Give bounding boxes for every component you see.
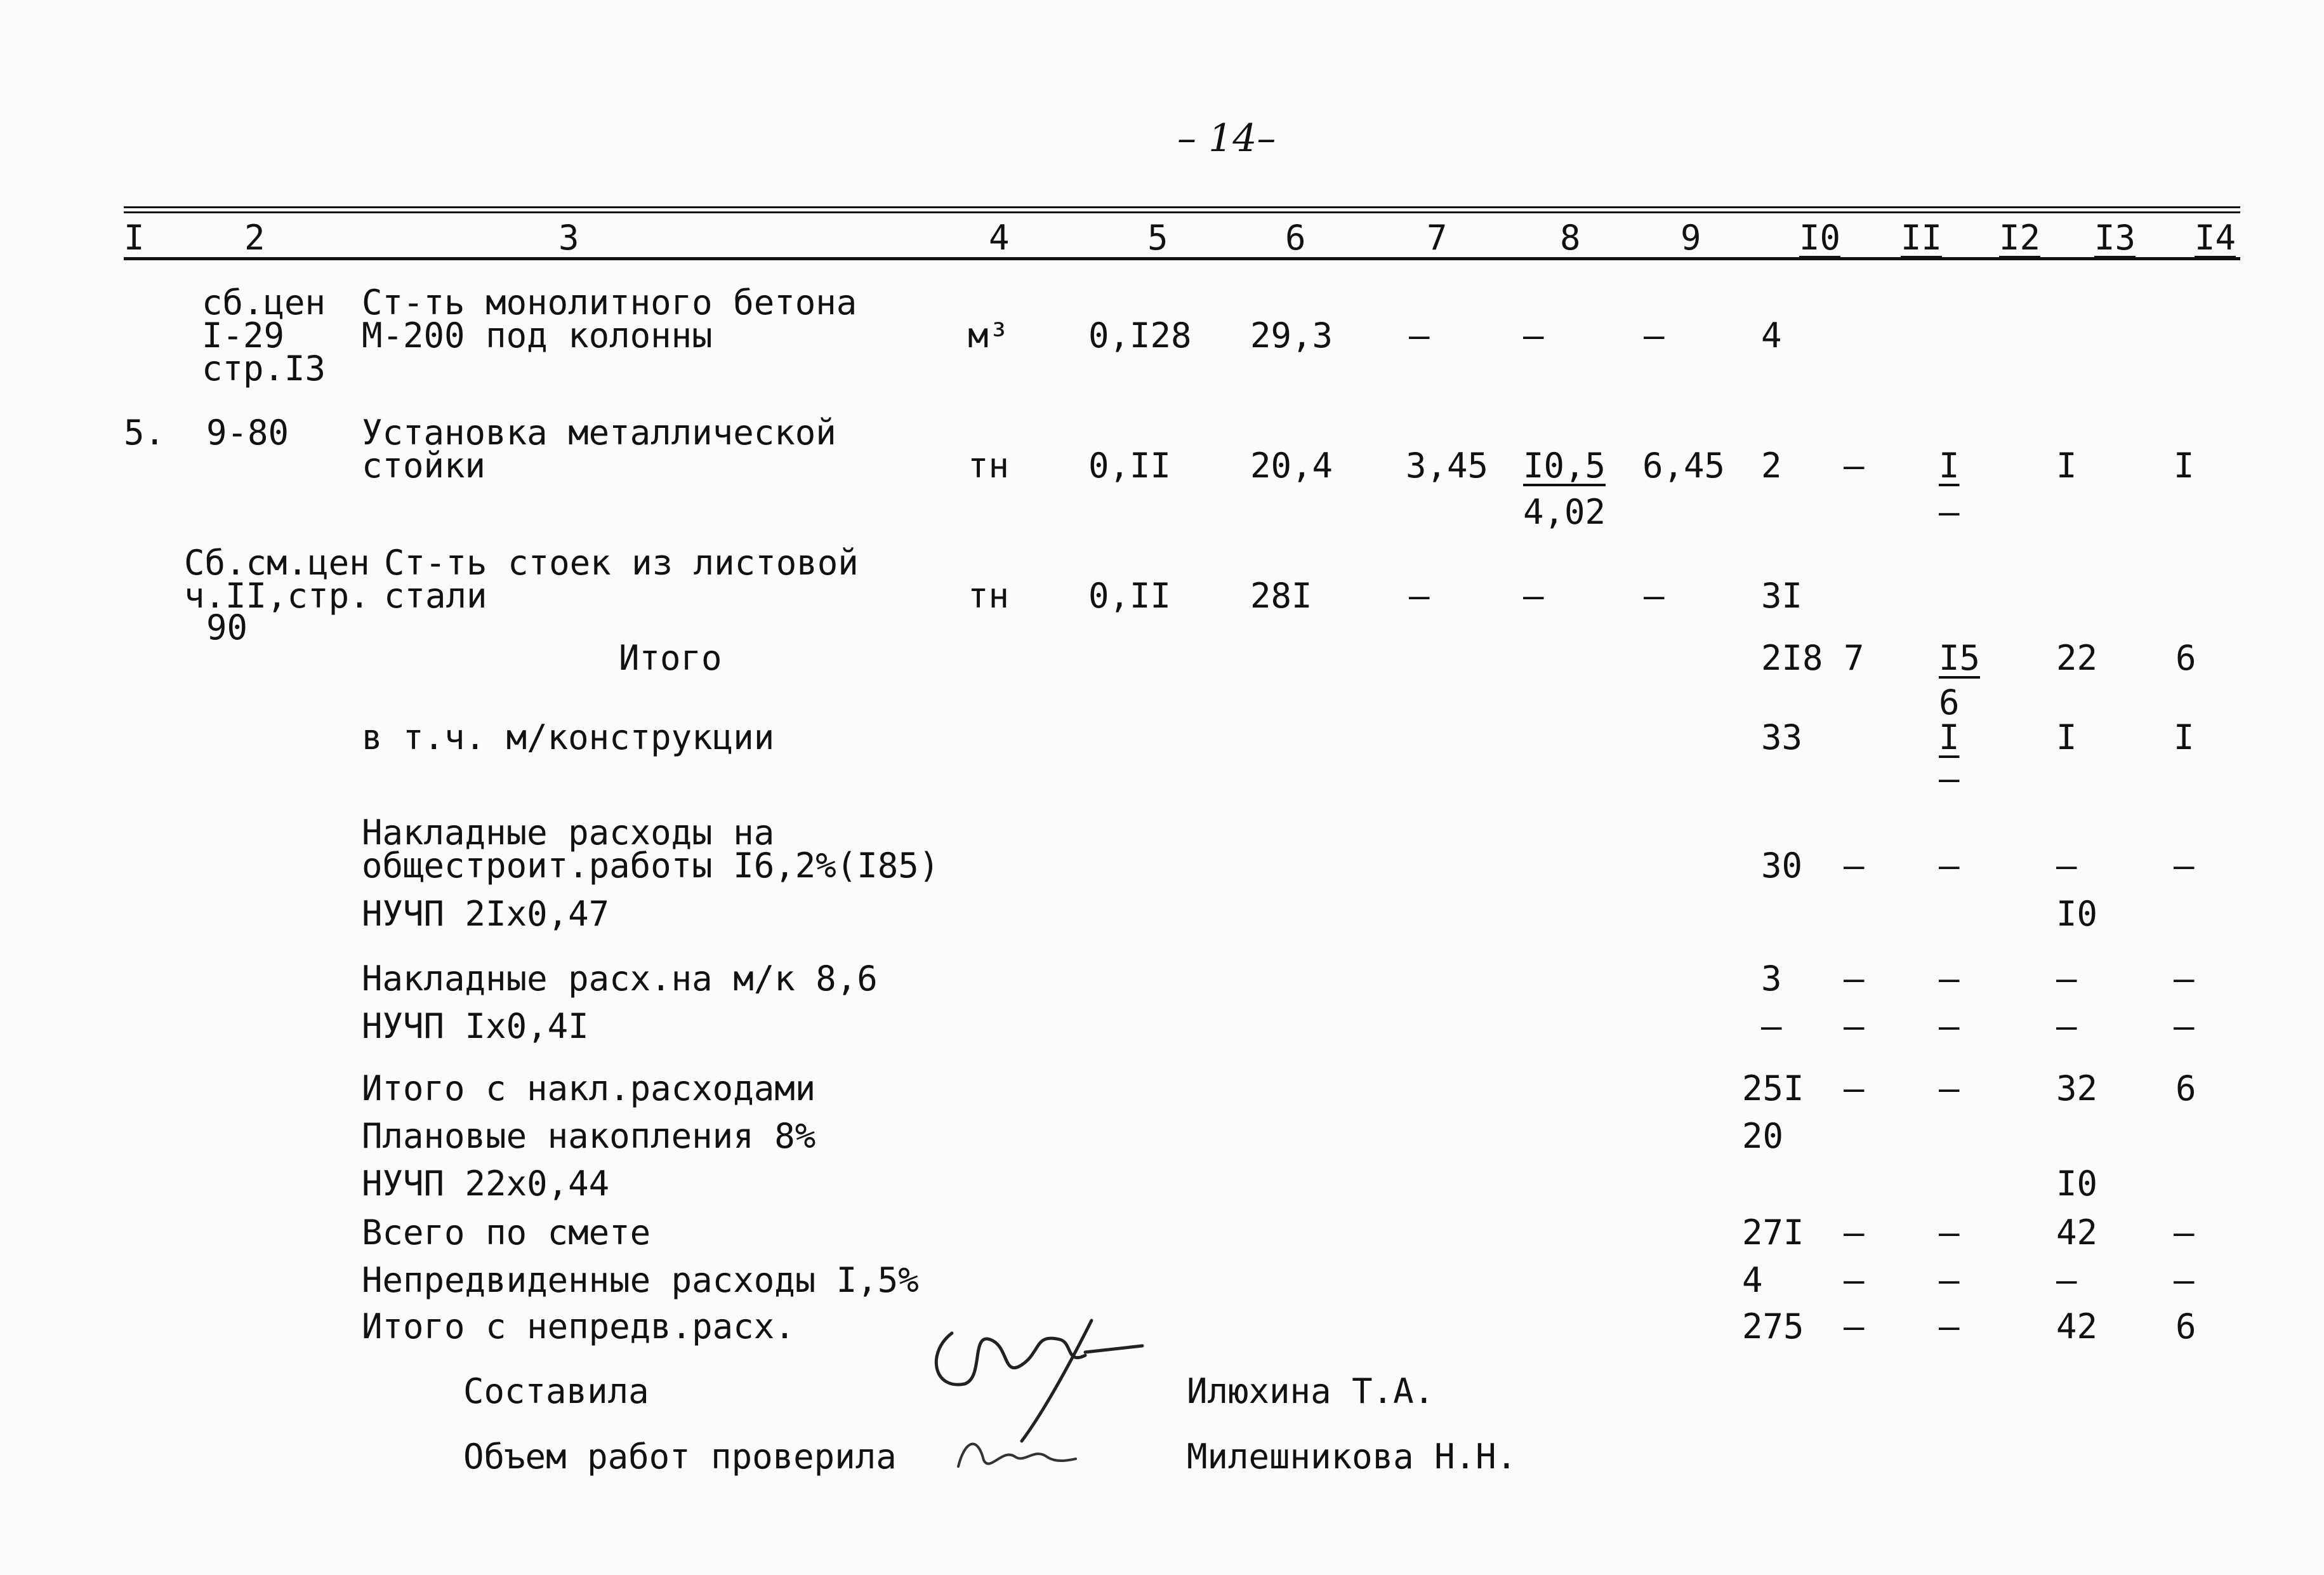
row1-unit: м³ (968, 316, 1010, 356)
itogo-nakl-c11: – (1844, 1068, 1865, 1108)
vsego-c11: – (1844, 1213, 1865, 1253)
itogo-nepred-label: Итого с непредв.расх. (362, 1306, 795, 1346)
compiled-label: Составила (463, 1371, 649, 1411)
row1-desc-2: М-200 под колонны (362, 316, 713, 356)
mk-c14: I (2174, 717, 2195, 757)
nuchp2-label: НУЧП Iх0,4I (362, 1006, 589, 1046)
row1-desc-1: Ст-ть монолитного бетона (362, 282, 857, 322)
row2-c13: I (2056, 446, 2077, 486)
col-header-13: I3 (2094, 218, 2136, 258)
nuchp1-c13: I0 (2056, 894, 2098, 934)
nakl-mk-label: Накладные расх.на м/к 8,6 (362, 959, 878, 999)
nuchp2-c12: – (1939, 1006, 1960, 1046)
row3-c9: – (1644, 576, 1665, 616)
nakl-c12: – (1939, 846, 1960, 886)
nakl-label-2: общестроит.работы I6,2%(I85) (362, 846, 940, 886)
row1-c8: – (1523, 316, 1544, 356)
row3-c10: 3I (1761, 576, 1803, 616)
col-header-9: 9 (1680, 218, 1701, 258)
nuchp2-c14: – (2174, 1006, 2195, 1046)
itogo-nepred-c14: 6 (2175, 1306, 2196, 1346)
row3-price: 28I (1250, 576, 1312, 616)
row2-desc-1: Установка металлической (362, 413, 836, 453)
row2-c14: I (2174, 446, 2195, 486)
row2-c12-bottom: – (1939, 492, 1960, 532)
col-header-4: 4 (989, 218, 1010, 258)
nakl-mk-c10: 3 (1761, 959, 1782, 999)
compiled-name: Илюхина Т.А. (1187, 1371, 1435, 1411)
itogo-nepred-c12: – (1939, 1306, 1960, 1346)
itogo-c10: 2I8 (1761, 638, 1823, 678)
nepred-c13: – (2056, 1260, 2077, 1300)
nuchp3-c13: I0 (2056, 1164, 2098, 1204)
col-header-5: 5 (1147, 218, 1168, 258)
row2-c8-top: I0,5 (1523, 446, 1606, 486)
nuchp3-label: НУЧП 22х0,44 (362, 1164, 610, 1204)
mk-c13: I (2056, 717, 2077, 757)
row3-c8: – (1523, 576, 1544, 616)
itogo-nepred-c10: 275 (1742, 1306, 1804, 1346)
row2-c9: 6,45 (1642, 446, 1726, 486)
row3-desc-1: Ст-ть стоек из листовой (384, 543, 859, 583)
itogo-c12-bottom: 6 (1939, 682, 1960, 722)
col-header-10: I0 (1799, 218, 1841, 258)
itogo-nakl-c10: 25I (1742, 1068, 1804, 1108)
nepred-label: Непредвиденные расходы I,5% (362, 1260, 919, 1300)
nakl-mk-c11: – (1844, 959, 1865, 999)
vsego-c14: – (2174, 1213, 2195, 1253)
nakl-c14: – (2174, 846, 2195, 886)
nuchp2-c13: – (2056, 1006, 2077, 1046)
row1-price: 29,3 (1250, 316, 1333, 356)
col-header-12: I2 (1999, 218, 2041, 258)
row2-num: 5. (124, 413, 166, 453)
row2-price: 20,4 (1250, 446, 1333, 486)
vsego-label: Всего по смете (362, 1213, 651, 1253)
row2-qty: 0,II (1088, 446, 1172, 486)
itogo-label: Итого (619, 638, 722, 678)
itogo-nakl-c14: 6 (2175, 1068, 2196, 1108)
row3-desc-2: стали (384, 576, 487, 616)
mk-c10: 33 (1761, 717, 1803, 757)
row1-ref-2: I-29 (202, 316, 285, 356)
nepred-c10: 4 (1742, 1260, 1763, 1300)
col-header-6: 6 (1285, 218, 1306, 258)
col-header-1: I (124, 218, 145, 258)
itogo-c13: 22 (2056, 638, 2098, 678)
nepred-c11: – (1844, 1260, 1865, 1300)
vsego-c12: – (1939, 1213, 1960, 1253)
row2-c11: – (1844, 446, 1865, 486)
row2-c8-bottom: 4,02 (1523, 492, 1606, 532)
col-header-8: 8 (1560, 218, 1581, 258)
col-header-2: 2 (244, 218, 265, 258)
row3-c7: – (1409, 576, 1430, 616)
itogo-nakl-c13: 32 (2056, 1068, 2098, 1108)
col-header-11: II (1901, 218, 1943, 258)
row1-c10: 4 (1761, 316, 1782, 356)
nuchp2-c11: – (1844, 1006, 1865, 1046)
itogo-nakl-c12: – (1939, 1068, 1960, 1108)
row3-ref-3: 90 (206, 608, 248, 648)
itogo-c11: 7 (1844, 638, 1865, 678)
row3-qty: 0,II (1088, 576, 1172, 616)
nakl-c13: – (2056, 846, 2077, 886)
row1-c9: – (1644, 316, 1665, 356)
itogo-nepred-c11: – (1844, 1306, 1865, 1346)
nakl-c11: – (1844, 846, 1865, 886)
mk-c12-top: I (1939, 717, 1960, 757)
checked-name: Милешникова Н.Н. (1187, 1437, 1517, 1477)
itogo-nakl-label: Итого с накл.расходами (362, 1068, 816, 1108)
mk-c12-bottom: – (1939, 759, 1960, 799)
col-header-3: 3 (558, 218, 579, 258)
mk-label: в т.ч. м/конструкции (362, 717, 775, 757)
row2-c10: 2 (1761, 446, 1782, 486)
row2-desc-2: стойки (362, 446, 486, 486)
plan-label: Плановые накопления 8% (362, 1116, 816, 1156)
checked-label: Объем работ проверила (463, 1437, 897, 1477)
nakl-mk-c13: – (2056, 959, 2077, 999)
row2-c12-top: I (1939, 446, 1960, 486)
itogo-nepred-c13: 42 (2056, 1306, 2098, 1346)
nuchp1-label: НУЧП 2Iх0,47 (362, 894, 610, 934)
row1-c7: – (1409, 316, 1430, 356)
col-header-14: I4 (2195, 218, 2236, 258)
itogo-c14: 6 (2175, 638, 2196, 678)
nepred-c14: – (2174, 1260, 2195, 1300)
nepred-c12: – (1939, 1260, 1960, 1300)
row2-c7: 3,45 (1406, 446, 1489, 486)
row3-ref-1: Сб.см.цен (184, 543, 370, 583)
nakl-mk-c12: – (1939, 959, 1960, 999)
nakl-mk-c14: – (2174, 959, 2195, 999)
col-header-7: 7 (1427, 218, 1448, 258)
nakl-label-1: Накладные расходы на (362, 813, 775, 853)
vsego-c13: 42 (2056, 1213, 2098, 1253)
row2-ref: 9-80 (206, 413, 289, 453)
row2-unit: тн (968, 446, 1010, 486)
page-number: – 14– (1177, 116, 1276, 161)
row1-ref-3: стр.I3 (202, 349, 326, 389)
row1-ref-1: сб.цен (202, 282, 326, 322)
vsego-c10: 27I (1742, 1213, 1804, 1253)
itogo-c12-top: I5 (1939, 638, 1981, 678)
header-top-rule (124, 206, 2240, 213)
row3-ref-2: ч.II,стр. (184, 576, 370, 616)
row1-qty: 0,I28 (1088, 316, 1192, 356)
row3-unit: тн (968, 576, 1010, 616)
handwritten-signature-2 (946, 1422, 1085, 1479)
plan-c10: 20 (1742, 1116, 1784, 1156)
nakl-c10: 30 (1761, 846, 1803, 886)
nuchp2-c10: – (1761, 1006, 1782, 1046)
